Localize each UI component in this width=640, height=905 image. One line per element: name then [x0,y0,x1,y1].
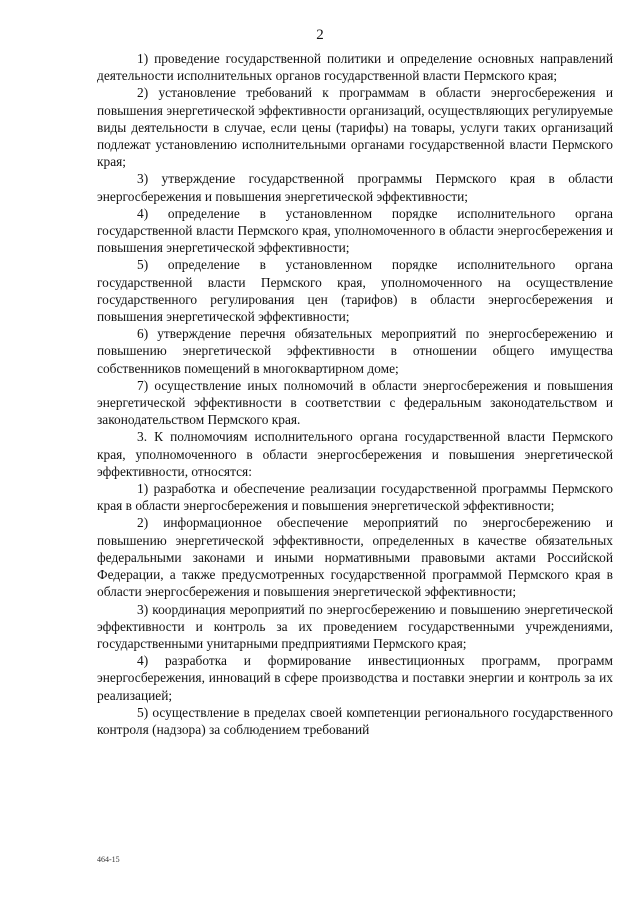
paragraph-coordination: 3) координация мероприятий по энергосбережению и повышению энергетической эффективности и контроль за их проведением государственными учреждениями, государственными унитарными предприятиями Пермского края; [97,601,613,651]
paragraph-information-support: 2) информационное обеспечение мероприятий по энергосбережению и повышению энергетической эффективности, определенных в качестве обязательных федеральными законами и иными нормативными правовыми актами Российской Федерации, а также предусмотренных государственной программой Пермского края в области энергосбережения и повышения энергетической эффективности; [97,515,613,600]
paragraph-policy: 1) проведение государственной политики и определение основных направлений деятельности исполнительных органов государственной власти Пермского края; [97,51,613,84]
paragraph-investment-programs: 4) разработка и формирование инвестиционных программ, программ энергосбережения, инноваций в сфере производства и поставки энергии и контроль за их реализацией; [97,653,613,703]
document-code: 464-15 [97,855,120,864]
paragraph-tariff-body: 5) определение в установленном порядке исполнительного органа государственной власти Пермского края, уполномоченного на осуществление государственного регулирования цен (тарифов) в области энергосбережения и повышения энергетической эффективности; [97,257,613,325]
paragraph-program-development: 1) разработка и обеспечение реализации государственной программы Пермского края в области энергосбережения и повышения энергетической эффективности; [97,481,613,514]
paragraph-section-3: 3. К полномочиям исполнительного органа государственной власти Пермского края, уполномоченного в области энергосбережения и повышения энергетической эффективности, относятся: [97,429,613,479]
paragraph-state-program-approval: 3) утверждение государственной программы Пермского края в области энергосбережения и повышения энергетической эффективности; [97,171,613,204]
paragraph-authorized-body: 4) определение в установленном порядке исполнительного органа государственной власти Пермского края, уполномоченного в области энергосбережения и повышения энергетической эффективности; [97,205,613,256]
document-body [97,50,613,738]
page-number: 2 [316,27,324,43]
paragraph-program-requirements: 2) установление требований к программам в области энергосбережения и повышения энергетической эффективности организаций, осуществляющих регулируемые виды деятельности в случае, если цены (тарифы) на товары, услуги таких организаций подлежат установлению исполнительными органами государственной власти Пермского края; [97,85,613,170]
paragraph-regional-control: 5) осуществление в пределах своей компетенции регионального государственного контроля (надзора) за соблюдением требований [97,704,613,737]
paragraph-mandatory-measures: 6) утверждение перечня обязательных мероприятий по энергосбережению и повышению энергетической эффективности в отношении общего имущества собственников помещений в многоквартирном доме; [97,326,613,376]
paragraph-other-powers: 7) осуществление иных полномочий в области энергосбережения и повышения энергетической эффективности в соответствии с федеральным законодательством и законодательством Пермского края. [97,377,613,428]
